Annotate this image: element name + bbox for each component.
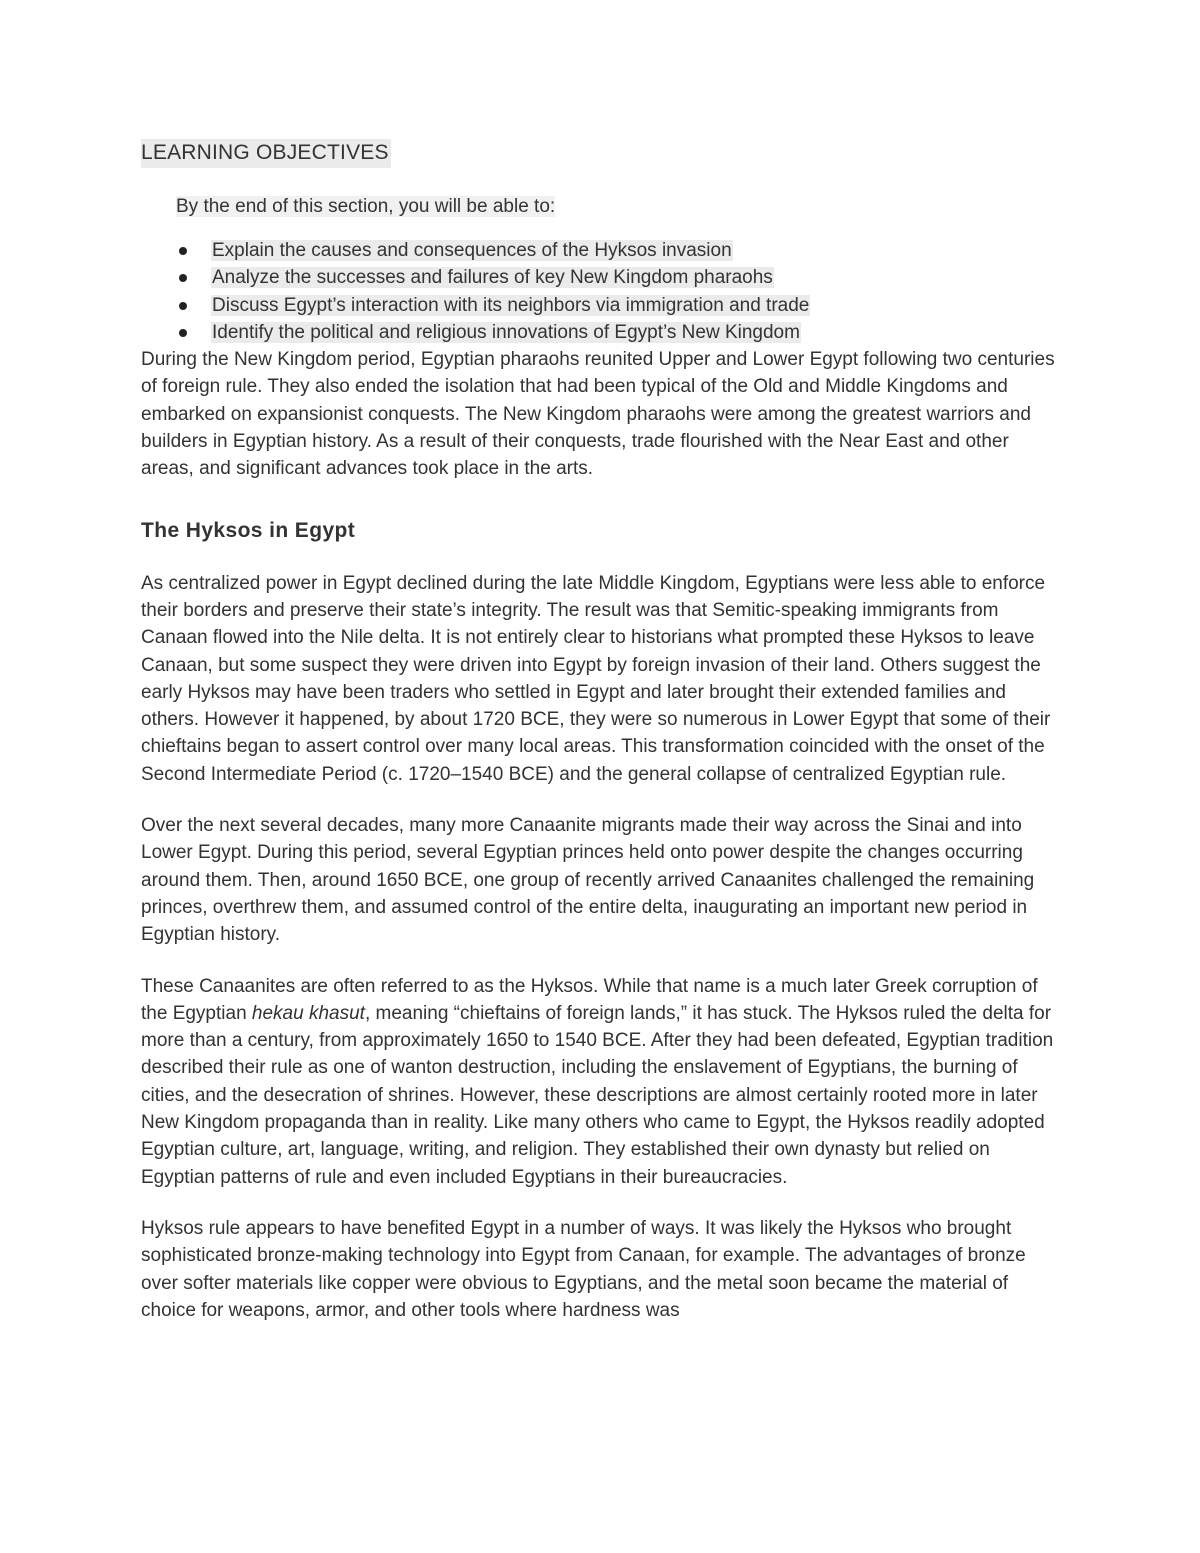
objective-item bbox=[141, 237, 1066, 264]
learning-objectives-heading: LEARNING OBJECTIVES bbox=[141, 139, 391, 168]
objective-text: Discuss Egypt’s interaction with its neighbors via immigration and trade bbox=[212, 294, 810, 316]
objective-text: Explain the causes and consequences of the Hyksos invasion bbox=[212, 240, 732, 261]
intro-paragraph: During the New Kingdom period, Egyptian pharaohs reunited Upper and Lower Egypt following two centuries of foreign rule. They also ended the isolation that had been typical of the Old and Middle Kingdoms and embarked on expansionist conquests. The New Kingdom pharaohs were among the greatest warriors and builders in Egyptian history. As a result of their conquests, trade flourished with the Near East and other areas, and significant advances took place in the arts. bbox=[141, 349, 1055, 480]
objective-text: Analyze the successes and failures of key New Kingdom pharaohs bbox=[212, 267, 773, 289]
objective-item bbox=[141, 292, 1066, 319]
bullet-icon bbox=[179, 329, 187, 337]
italic-term: hekau khasut bbox=[251, 1002, 365, 1024]
bullet-icon bbox=[179, 247, 187, 255]
objective-text: Identify the political and religious innovations of Egypt’s New Kingdom bbox=[212, 321, 800, 343]
objective-item bbox=[141, 264, 1066, 291]
section-title: The Hyksos in Egypt bbox=[141, 518, 356, 542]
objectives-list bbox=[141, 237, 1066, 346]
bullet-icon bbox=[179, 302, 187, 310]
document-page bbox=[141, 139, 1066, 1324]
section-paragraph-2: Over the next several decades, many more Canaanite migrants made their way across the Sinai and into Lower Egypt. During this period, several Egyptian princes held onto power despite the changes occurring around them. Then, around 1650 BCE, one group of recently arrived Canaanites challenged the remaining princes, overthrew them, and assumed control of the entire delta, inaugurating an important new period in Egyptian history. bbox=[141, 815, 1035, 946]
section-paragraph-3: These Canaanites are often referred to as the Hyksos. While that name is a much later Greek corruption of the Egyptian hekau khasut, meaning “chieftains of foreign lands,” it has stuck. The Hyksos ruled the delta for more than a century, from approximately 1650 to 1540 BCE. After they had been defeated, Egyptian tradition described their rule as one of wanton destruction, including the enslavement of Egyptians, the burning of cities, and the desecration of shrines. However, these descriptions are almost certainly rooted more in later New Kingdom propaganda than in reality. Like many others who came to Egypt, the Hyksos readily adopted Egyptian culture, art, language, writing, and religion. They established their own dynasty but relied on Egyptian patterns of rule and even included Egyptians in their bureaucracies. bbox=[141, 975, 1054, 1188]
objective-item bbox=[141, 319, 1066, 346]
section-paragraph-1: As centralized power in Egypt declined during the late Middle Kingdom, Egyptians were less able to enforce their borders and preserve their state’s integrity. The result was that Semitic-speaking immigrants from Canaan flowed into the Nile delta. It is not entirely clear to historians what prompted these Hyksos to leave Canaan, but some suspect they were driven into Egypt by foreign invasion of their land. Others suggest the early Hyksos may have been traders who settled in Egypt and later brought their extended families and others. However it happened, by about 1720 BCE, they were so numerous in Lower Egypt that some of their chieftains began to assert control over many local areas. This transformation coincided with the onset of the Second Intermediate Period (c. 1720–1540 BCE) and the general collapse of centralized Egyptian rule. bbox=[141, 572, 1051, 785]
learning-objectives-intro: By the end of this section, you will be able to: bbox=[176, 196, 556, 217]
bullet-icon bbox=[179, 274, 187, 282]
section-paragraph-4: Hyksos rule appears to have benefited Egypt in a number of ways. It was likely the Hyksos who brought sophisticated bronze-making technology into Egypt from Canaan, for example. The advantages of bronze over softer materials like copper were obvious to Egyptians, and the metal soon became the material of choice for weapons, armor, and other tools where hardness was bbox=[141, 1217, 1026, 1321]
learning-objectives bbox=[141, 139, 1066, 346]
